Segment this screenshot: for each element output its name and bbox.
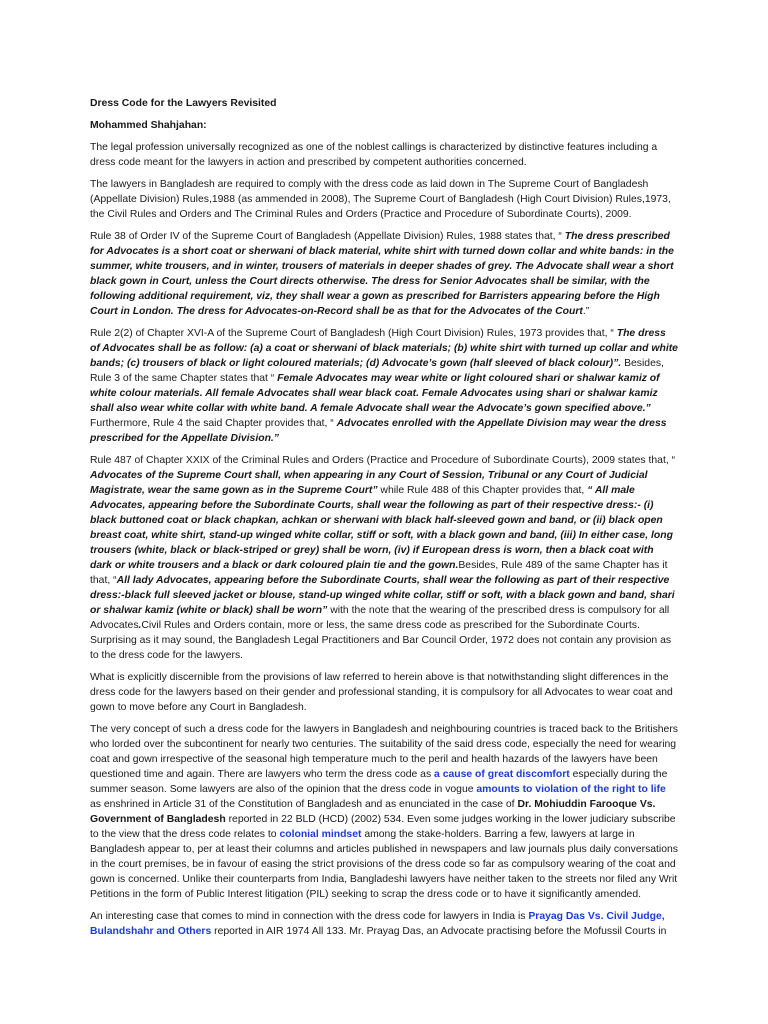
paragraph-intro: The legal profession universally recognized as one of the noblest callings is characterized by distinctive features including a dress code meant for the lawyers in action and prescribed by competent authorities concerned.	[90, 142, 658, 168]
quoted-rule: “ All male Advocates, appearing before the Subordinate Courts, shall wear the following as part of their respective dress:- (i) black buttoned coat or black chapkan, achkan or sherwani with black half-sleeved gown and band, or (ii) black open breast coat, white shirt, stand-up winged white collar, stiff or soft, with a black gown and band, (iii) In either case, long trousers (white, black or black-striped or grey) shall be worn, (iv) if European dress is worn, then a black coat with dark or white trousers and a black or dark coloured plain tie and the gown.	[90, 485, 673, 571]
text-run: Rule 487 of Chapter XXIX of the Criminal Rules and Orders (Practice and Procedure of Subordinate Courts), 2009 states that, “	[90, 455, 676, 466]
paragraph-colonial-origin	[90, 722, 678, 902]
text-run: Civil Rules and Orders contain, more or less, the same dress code as prescribed for the Subordinate Courts. Surprising as it may sound, the Bangladesh Legal Practitioners and Bar Council Order, 1972 does not contain any provision as to the dress code for the lawyers.	[90, 620, 672, 661]
article-author: Mohammed Shahjahan:	[90, 120, 207, 131]
quoted-rule: Advocates enrolled with the Appellate Division may wear the dress prescribed for the Appellate Division.”	[90, 418, 667, 444]
text-run: The very concept of such a dress code for the lawyers in Bangladesh and neighbouring countries is traced back to the Britishers who lorded over the subcontinent for nearly two centuries. The suitability of the said dress code, especially the need for wearing coat and gown irrespective of the seasonal high temperature much to the peril and health hazards of the lawyers have been questioned time and again. There are lawyers who term the dress code as	[90, 724, 678, 780]
text-run: Besides, Rule 489 of the same Chapter has it that, “	[90, 560, 668, 586]
quoted-rule: The dress prescribed for Advocates is a short coat or sherwani of black material, white shirt with turned down collar and white bands: in the summer, white trousers, and in winter, trousers of materials in deeper shades of grey. The Advocate shall wear a short black gown in Court, unless the Court directs otherwise. The dress for Senior Advocates shall be similar, with the following additional requirement, viz, they shall wear a gown as prescribed for Barristers appearing before the High Court in London. The dress for Advocates-on-Record shall be as that for the Advocates of the Court	[90, 231, 674, 317]
document-page	[90, 96, 678, 946]
paragraph-dress-rules-overview: The lawyers in Bangladesh are required to comply with the dress code as laid down in The Supreme Court of Bangladesh (Appellate Division) Rules,1988 (as ammended in 2008), The Supreme Court of Bangladesh (High Court Division) Rules,1973, the Civil Rules and Orders and The Criminal Rules and Orders (Practice and Procedure of Subordinate Courts), 2009.	[90, 179, 671, 220]
text-run: while Rule 488 of this Chapter provides that,	[377, 485, 588, 496]
quoted-rule: All lady Advocates, appearing before the Subordinate Courts, shall wear the following as part of their respective dress:-black full sleeved jacket or blouse, stand-up winged white collar, stiff or soft, with a black gown and band, shari or shalwar kamiz (white or black) shall be worn”	[90, 575, 675, 616]
link-right-to-life[interactable]: amounts to violation of the right to life	[476, 784, 666, 795]
quoted-rule: Advocates of the Supreme Court shall, when appearing in any Court of Session, Tribunal or any Court of Judicial Magistrate, wear the same gown as in the Supreme Court”	[90, 470, 648, 496]
quoted-rule: Female Advocates may wear white or light coloured shari or shalwar kamiz of white colour materials. All female Advocates shall wear black coat. Female Advocates using shari or shalwar kamiz shall also wear white collar with white band. A female Advocate shall wear the Advocate’s gown specified above.”	[90, 373, 660, 414]
quoted-rule: .	[138, 620, 142, 631]
link-great-discomfort[interactable]: a cause of great discomfort	[434, 769, 570, 780]
text-run: .”	[582, 306, 590, 317]
text-run: Rule 38 of Order IV of the Supreme Court of Bangladesh (Appellate Division) Rules, 1988 states that, “	[90, 231, 565, 242]
text-run: among the stake-holders. Barring a few, lawyers at large in Bangladesh appear to, per at least their columns and articles published in newspapers and law journals plus daily conversations in the court premises, be in favour of easing the strict provisions of the dress code so far as compulsory wearing of the coat and gown is concerned. Unlike their counterparts from India, Bangladeshi lawyers have neither taken to the streets nor filed any Writ Petitions in the form of Public Interest litigation (PIL) seeking to scrap the dress code or to have it significantly amended.	[90, 829, 678, 900]
article-title: Dress Code for the Lawyers Revisited	[90, 98, 277, 109]
text-run: with the note that the wearing of the prescribed dress is compulsory for all Advocates	[90, 605, 670, 631]
text-run: Furthermore, Rule 4 the said Chapter provides that, “	[90, 418, 337, 429]
text-run: as enshrined in Article 31 of the Constitution of Bangladesh and as enunciated in the case of	[90, 799, 518, 810]
paragraph-high-court-rule	[90, 326, 678, 446]
paragraph-compulsory-summary: What is explicitly discernible from the provisions of law referred to herein above is that notwithstanding slight differences in the dress code for the lawyers based on their gender and professional standing, it is compulsory for all Advocates to wear coat and gown to move before any Court in Bangladesh.	[90, 672, 673, 713]
case-citation: Dr. Mohiuddin Farooque Vs. Government of Bangladesh	[90, 799, 656, 825]
link-colonial-mindset[interactable]: colonial mindset	[279, 829, 362, 840]
link-prayag-das-case[interactable]: Prayag Das Vs. Civil Judge, Bulandshahr and Others	[90, 911, 665, 937]
text-run: Besides, Rule 3 of the same Chapter states that “	[90, 358, 664, 384]
text-run: reported in 22 BLD (HCD) (2002) 534. Even some judges working in the lower judiciary subscribe to the view that the dress code relates to	[90, 814, 676, 840]
text-run: reported in AIR 1974 All 133. Mr. Prayag Das, an Advocate practising before the Mofussil Courts in	[211, 926, 667, 937]
paragraph-appellate-rule	[90, 229, 678, 319]
text-run: Rule 2(2) of Chapter XVI-A of the Supreme Court of Bangladesh (High Court Division) Rules, 1973 provides that, “	[90, 328, 617, 339]
paragraph-criminal-rules	[90, 453, 678, 663]
text-run: especially during the summer season. Some lawyers are also of the opinion that the dress code in vogue	[90, 769, 668, 795]
paragraph-india-case	[90, 909, 678, 939]
quoted-rule: The dress of Advocates shall be as follow: (a) a coat or sherwani of black materials; (b) white shirt with turned up collar and white bands; (c) trousers of black or light coloured materials; (d) Advocate’s gown (half sleeved of black colour)”.	[90, 328, 678, 369]
text-run: An interesting case that comes to mind in connection with the dress code for lawyers in India is	[90, 911, 529, 922]
